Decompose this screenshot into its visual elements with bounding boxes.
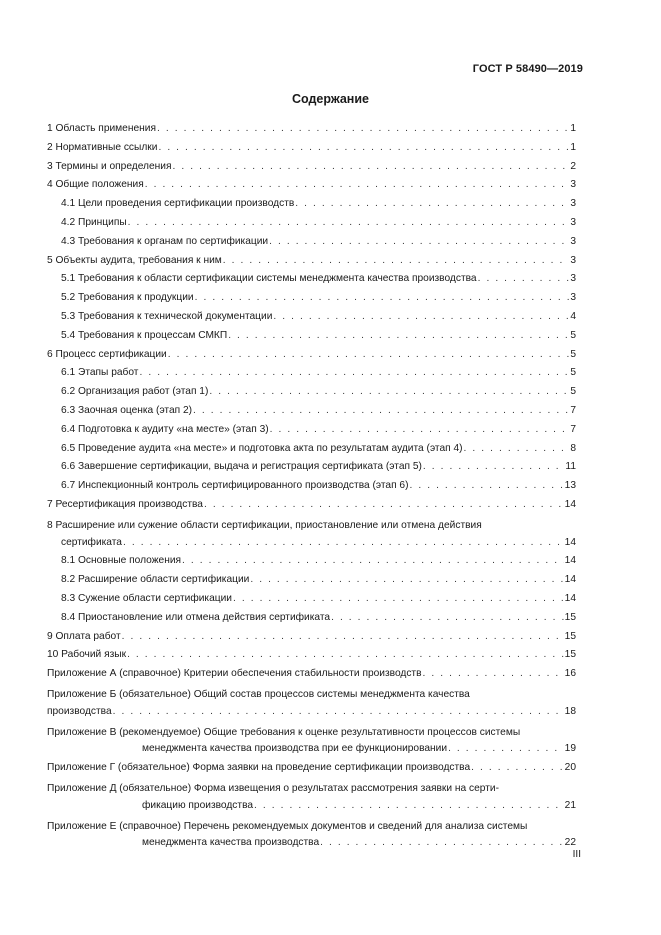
toc-entry-page: 3: [570, 254, 576, 266]
toc-entry-page: 14: [564, 498, 576, 510]
toc-entry-page: 5: [570, 367, 576, 379]
toc-entry-title: 6.1 Этапы работ: [61, 367, 139, 379]
toc-entry[interactable]: [47, 327, 576, 346]
toc-entry-page: 14: [564, 574, 576, 586]
toc-entry-title: 8.3 Сужение области сертификации: [61, 592, 232, 604]
toc-entry[interactable]: [47, 590, 576, 609]
toc-entry[interactable]: [47, 195, 576, 214]
page-title: Содержание: [291, 92, 369, 106]
toc-entry-title: 8.4 Приостановление или отмена действия сертификата: [61, 611, 331, 623]
toc-entry-title: Приложение Г (обязательное) Форма заявки на проведение сертификации производства: [47, 762, 471, 774]
dot-leader: [423, 665, 564, 684]
standard-designation: ГОСТ Р 58490—2019: [472, 63, 583, 75]
toc-entry-page: 15: [564, 649, 576, 661]
toc-entry[interactable]: [47, 518, 576, 552]
toc-entry[interactable]: [47, 781, 576, 815]
dot-leader: [228, 327, 569, 346]
toc-entry[interactable]: [47, 458, 576, 477]
toc-entry-page: 1: [570, 123, 576, 134]
dot-leader: [478, 270, 570, 289]
toc-entry[interactable]: [47, 120, 576, 139]
toc-entry-title: 6.6 Завершение сертификации, выдача и регистрация сертификата (этап 5): [61, 461, 422, 473]
toc-entry-title: 4.2 Принципы: [61, 216, 127, 228]
dot-leader: [409, 477, 563, 496]
toc-entry[interactable]: [47, 308, 576, 327]
dot-leader: [182, 552, 564, 571]
dot-leader: [423, 458, 565, 477]
dot-leader: [273, 308, 569, 327]
dot-leader: [157, 120, 569, 139]
toc-entry-page: 11: [565, 461, 576, 473]
toc-entry-page: 8: [570, 442, 576, 454]
toc-entry-continuation: сертификата: [61, 536, 122, 548]
toc-entry-title: 5 Объекты аудита, требования к ним: [47, 254, 222, 266]
toc-entry[interactable]: [47, 609, 576, 628]
dot-leader: [128, 214, 570, 233]
toc-entry[interactable]: [47, 628, 576, 647]
toc-entry[interactable]: [47, 233, 576, 252]
toc-entry-continuation: производства: [47, 705, 112, 717]
toc-entry-page: 1: [570, 141, 576, 153]
dot-leader: [270, 421, 570, 440]
toc-entry[interactable]: [47, 176, 576, 195]
toc-entry-page: 3: [570, 273, 576, 285]
toc-entry[interactable]: [47, 383, 576, 402]
dot-leader: [464, 440, 570, 459]
toc-entry-title: 3 Термины и определения: [47, 160, 172, 172]
toc-entry-title: 6.4 Подготовка к аудиту «на месте» (этап 3): [61, 423, 269, 435]
toc-entry-title: 5.3 Требования к технической документации: [61, 310, 273, 322]
toc-entry-page: 13: [564, 480, 576, 492]
toc-entry-title: 6 Процесс сертификации: [47, 348, 167, 360]
toc-entry[interactable]: [47, 346, 576, 365]
toc-entry-title: 6.3 Заочная оценка (этап 2): [61, 404, 193, 416]
dot-leader: [168, 346, 570, 365]
dot-leader: [448, 740, 564, 759]
toc-entry[interactable]: [47, 289, 576, 308]
toc-entry-page: 16: [564, 668, 576, 680]
toc-entry-title: 5.4 Требования к процессам СМКП: [61, 329, 228, 341]
toc-entry[interactable]: [47, 759, 576, 778]
toc-entry[interactable]: [47, 214, 576, 233]
dot-leader: [193, 402, 569, 421]
toc-entry-title: Приложение А (справочное) Критерии обеспечения стабильности производств: [47, 668, 422, 680]
toc-entry[interactable]: [47, 646, 576, 665]
dot-leader: [127, 646, 564, 665]
dot-leader: [209, 383, 569, 402]
dot-leader: [172, 158, 569, 177]
toc-entry-page: 22: [564, 837, 576, 849]
toc-entry[interactable]: [47, 421, 576, 440]
table-of-contents: [47, 120, 576, 853]
toc-entry-page: 7: [570, 404, 576, 416]
toc-entry[interactable]: [47, 496, 576, 515]
toc-entry-page: 18: [564, 705, 576, 717]
toc-entry-page: 15: [564, 611, 576, 623]
toc-entry-title: 7 Ресертификация производства: [47, 498, 203, 510]
dot-leader: [204, 496, 564, 515]
toc-entry[interactable]: [47, 270, 576, 289]
toc-entry-title: 4 Общие положения: [47, 179, 144, 191]
dot-leader: [269, 233, 569, 252]
toc-entry-page: 5: [570, 386, 576, 398]
toc-entry-title: 2 Нормативные ссылки: [47, 141, 158, 153]
dot-leader: [122, 628, 564, 647]
toc-entry[interactable]: [47, 158, 576, 177]
toc-entry-page: 3: [570, 216, 576, 228]
toc-entry-continuation: менеджмента качества производства при ее функционировании: [142, 743, 448, 755]
toc-entry-title: 10 Рабочий язык: [47, 649, 127, 661]
dot-leader: [158, 139, 569, 158]
toc-entry-title: Приложение Д (обязательное) Форма извещения о результатах рассмотрения заявки на серти-: [47, 783, 499, 795]
toc-entry-page: 20: [564, 762, 576, 774]
toc-entry-title: 9 Оплата работ: [47, 630, 121, 642]
toc-entry-title: Приложение В (рекомендуемое) Общие требования к оценке результативности процессов системы: [47, 726, 521, 738]
toc-entry-continuation: фикацию производства: [142, 799, 254, 811]
toc-entry[interactable]: [47, 571, 576, 590]
toc-entry[interactable]: [47, 139, 576, 158]
toc-entry[interactable]: [47, 665, 576, 684]
toc-entry-page: 3: [570, 198, 576, 210]
toc-entry-title: 8 Расширение или сужение области сертификации, приостановление или отмена действия: [47, 520, 482, 532]
dot-leader: [139, 364, 569, 383]
dot-leader: [233, 590, 564, 609]
toc-entry-title: 6.5 Проведение аудита «на месте» и подготовка акта по результатам аудита (этап 4): [61, 442, 463, 454]
toc-entry-title: 5.1 Требования к области сертификации системы менеджмента качества производства: [61, 273, 477, 285]
dot-leader: [250, 571, 563, 590]
toc-entry[interactable]: [47, 364, 576, 383]
toc-entry-page: 3: [570, 179, 576, 191]
toc-entry[interactable]: [47, 552, 576, 571]
toc-entry-continuation: менеджмента качества производства: [142, 837, 320, 849]
toc-entry[interactable]: [47, 725, 576, 759]
toc-entry-page: 7: [570, 423, 576, 435]
toc-entry[interactable]: [47, 687, 576, 721]
dot-leader: [471, 759, 564, 778]
toc-entry-page: 5: [570, 348, 576, 360]
toc-entry-page: 21: [564, 799, 576, 811]
dot-leader: [331, 609, 564, 628]
dot-leader: [223, 252, 570, 271]
toc-entry[interactable]: [47, 440, 576, 459]
toc-entry[interactable]: [47, 819, 576, 853]
toc-entry-title: 4.3 Требования к органам по сертификации: [61, 235, 269, 247]
toc-entry-title: 6.7 Инспекционный контроль сертифицированного производства (этап 6): [61, 480, 409, 492]
dot-leader: [145, 176, 570, 195]
dot-leader: [254, 797, 564, 816]
toc-entry-page: 2: [570, 160, 576, 172]
toc-entry-page: 3: [570, 235, 576, 247]
toc-entry-title: 6.2 Организация работ (этап 1): [61, 386, 209, 398]
toc-entry-title: 5.2 Требования к продукции: [61, 292, 194, 304]
dot-leader: [320, 834, 564, 853]
dot-leader: [195, 289, 570, 308]
toc-entry-title: 1 Область применения: [47, 123, 156, 134]
toc-entry[interactable]: [47, 252, 576, 271]
toc-entry-title: Приложение Е (справочное) Перечень рекомендуемых документов и сведений для анализа системы: [47, 820, 528, 832]
toc-entry-page: 3: [570, 292, 576, 304]
dot-leader: [123, 534, 564, 553]
toc-entry-title: 4.1 Цели проведения сертификации производств: [61, 198, 295, 210]
toc-entry-page: 19: [564, 743, 576, 755]
toc-entry-page: 14: [564, 555, 576, 567]
dot-leader: [113, 703, 564, 722]
toc-entry-page: 4: [570, 310, 576, 322]
toc-entry-page: 14: [564, 592, 576, 604]
toc-entry-title: 8.2 Расширение области сертификации: [61, 574, 250, 586]
dot-leader: [295, 195, 569, 214]
toc-entry[interactable]: [47, 477, 576, 496]
toc-entry-page: 15: [564, 630, 576, 642]
page-number: III: [572, 849, 581, 860]
toc-entry[interactable]: [47, 402, 576, 421]
toc-entry-page: 5: [570, 329, 576, 341]
toc-entry-page: 14: [564, 536, 576, 548]
toc-entry-title: Приложение Б (обязательное) Общий состав процессов системы менеджмента качества: [47, 689, 470, 701]
toc-entry-title: 8.1 Основные положения: [61, 555, 182, 567]
